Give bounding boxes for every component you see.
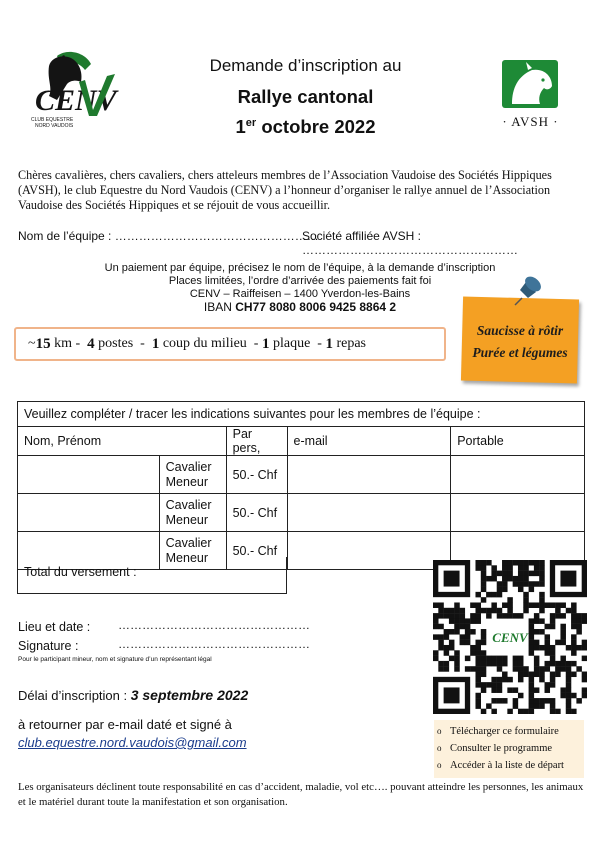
qr-code[interactable] xyxy=(433,560,587,714)
qr-link-startlist-label: Accéder à la liste de départ xyxy=(450,760,564,771)
mobile-cell[interactable] xyxy=(451,456,585,494)
payment-line2: Places limitées, l’ordre d’arrivée des paiements fait foi xyxy=(168,275,432,287)
email-link[interactable]: club.equestre.nord.vaudois@gmail.com xyxy=(18,735,247,750)
society-dots: ……………………………………………… xyxy=(302,243,518,257)
society-field[interactable] xyxy=(302,229,611,257)
header-price: Par pers, xyxy=(226,427,287,456)
summary-km-label: km - xyxy=(50,336,88,351)
members-table xyxy=(17,401,585,570)
pushpin-icon xyxy=(512,272,546,306)
qr-link-program[interactable] xyxy=(434,740,584,757)
payment-line1: Un paiement par équipe, précisez le nom de l’équipe, à la demande d’inscription xyxy=(104,262,496,274)
summary-plaque-label: plaque - xyxy=(269,336,326,351)
table-row xyxy=(18,494,585,532)
team-name-label: Nom de l’équipe : xyxy=(18,229,112,243)
date-sup: er xyxy=(245,116,257,129)
header-email: e-mail xyxy=(287,427,451,456)
price-cell: 50.- Chf xyxy=(226,494,287,532)
table-row xyxy=(18,456,585,494)
disclaimer: Les organisateurs déclinent toute responsabilité en cas d’accident, maladie, vol etc…. pouvant atteindre les personnes, les animaux et le matériel durant toute la manifestation et son organisation. xyxy=(18,781,584,808)
price-cell: 50.- Chf xyxy=(226,532,287,570)
deadline xyxy=(18,687,248,703)
form-title-line1: Demande d’inscription au xyxy=(209,56,402,75)
cenv-logo-sub1: CLUB EQUESTRE xyxy=(31,117,74,123)
role-cell xyxy=(159,494,226,532)
summary-coup-label: coup du milieu - xyxy=(159,336,262,351)
form-title-event: Rallye cantonal xyxy=(237,86,374,107)
bullet-icon: o xyxy=(437,760,442,770)
menu-line2: Purée et légumes xyxy=(472,345,568,360)
team-name-field[interactable] xyxy=(18,229,319,243)
date-day: 1 xyxy=(235,116,246,137)
name-cell[interactable] xyxy=(18,456,160,494)
role-rider: Cavalier xyxy=(165,459,212,474)
deadline-date: 3 septembre 2022 xyxy=(130,687,249,703)
role-rider: Cavalier xyxy=(165,497,212,512)
role-cell xyxy=(159,456,226,494)
payment-line3: CENV – Raiffeisen – 1400 Yverdon-les-Bains xyxy=(189,288,411,300)
signature-block xyxy=(18,618,90,656)
avsh-logo-text: · AVSH · xyxy=(502,114,559,129)
rally-summary-box xyxy=(14,327,446,361)
role-driver: Meneur xyxy=(165,550,209,565)
email-cell[interactable] xyxy=(287,494,451,532)
qr-center-logo: CENV xyxy=(492,630,528,645)
place-date-field[interactable]: ………………………………………… xyxy=(118,618,310,632)
summary-coup: 1 xyxy=(151,335,160,352)
iban-label: IBAN xyxy=(203,300,236,314)
email-cell[interactable] xyxy=(287,456,451,494)
qr-link-startlist[interactable] xyxy=(434,757,584,774)
qr-link-program-label: Consulter le programme xyxy=(450,743,553,754)
summary-km: 15 xyxy=(35,335,51,352)
cenv-logo-letters: CENV xyxy=(35,84,117,117)
return-line: à retourner par e-mail daté et signé à xyxy=(18,717,232,732)
total-label: Total du versement : xyxy=(24,565,137,579)
qr-link-download[interactable] xyxy=(434,723,584,740)
role-driver: Meneur xyxy=(165,474,209,489)
name-cell[interactable] xyxy=(18,494,160,532)
role-driver: Meneur xyxy=(165,512,209,527)
team-name-dots: …………………………………………… xyxy=(114,229,319,243)
place-date-label: Lieu et date : xyxy=(18,620,91,634)
cenv-logo xyxy=(27,50,127,128)
iban-number: CH77 8080 8006 9425 8864 2 xyxy=(235,300,397,314)
minor-note: Pour le participant mineur, nom et signature d’un représentant légal xyxy=(18,656,212,663)
role-rider: Cavalier xyxy=(165,535,212,550)
qr-links-list xyxy=(434,720,584,778)
table-caption: Veuillez compléter / tracer les indications suivantes pour les membres de l’équipe : xyxy=(18,402,585,427)
signature-field[interactable]: ………………………………………… xyxy=(118,637,310,651)
summary-approx: ~ xyxy=(28,336,36,351)
society-label: Société affiliée AVSH : xyxy=(302,229,421,243)
bullet-icon: o xyxy=(437,726,442,736)
summary-repas-label: repas xyxy=(332,336,366,351)
bullet-icon: o xyxy=(437,743,442,753)
price-cell: 50.- Chf xyxy=(226,456,287,494)
summary-posts: 4 xyxy=(87,335,95,352)
summary-repas: 1 xyxy=(325,335,333,352)
return-instructions xyxy=(18,716,247,752)
date-rest: octobre 2022 xyxy=(256,116,376,137)
email-cell[interactable] xyxy=(287,532,451,570)
cenv-logo-sub2: NORD VAUDOIS xyxy=(35,123,74,128)
header-mobile: Portable xyxy=(451,427,585,456)
signature-label: Signature : xyxy=(18,639,79,653)
total-payment-field[interactable] xyxy=(17,557,287,594)
menu-note-text xyxy=(464,320,576,364)
mobile-cell[interactable] xyxy=(451,494,585,532)
form-title-date xyxy=(150,116,461,138)
deadline-label: Délai d’inscription : xyxy=(18,688,131,703)
intro-paragraph: Chères cavalières, chers cavaliers, chers atteleurs membres de l’Association Vaudoise des Sociétés Hippiques (AVSH), le club Equestre du Nord Vaudois (CENV) a l’honneur d’organiser le rallye annuel de l’Association Vaudoise des Sociétés Hippiques et se réjouit de vous accueillir. xyxy=(18,168,552,212)
summary-plaque: 1 xyxy=(261,335,270,352)
menu-line1: Saucisse à rôtir xyxy=(476,323,564,338)
summary-posts-label: postes - xyxy=(94,336,152,351)
header-name: Nom, Prénom xyxy=(18,427,227,456)
qr-link-download-label: Télécharger ce formulaire xyxy=(450,726,559,737)
